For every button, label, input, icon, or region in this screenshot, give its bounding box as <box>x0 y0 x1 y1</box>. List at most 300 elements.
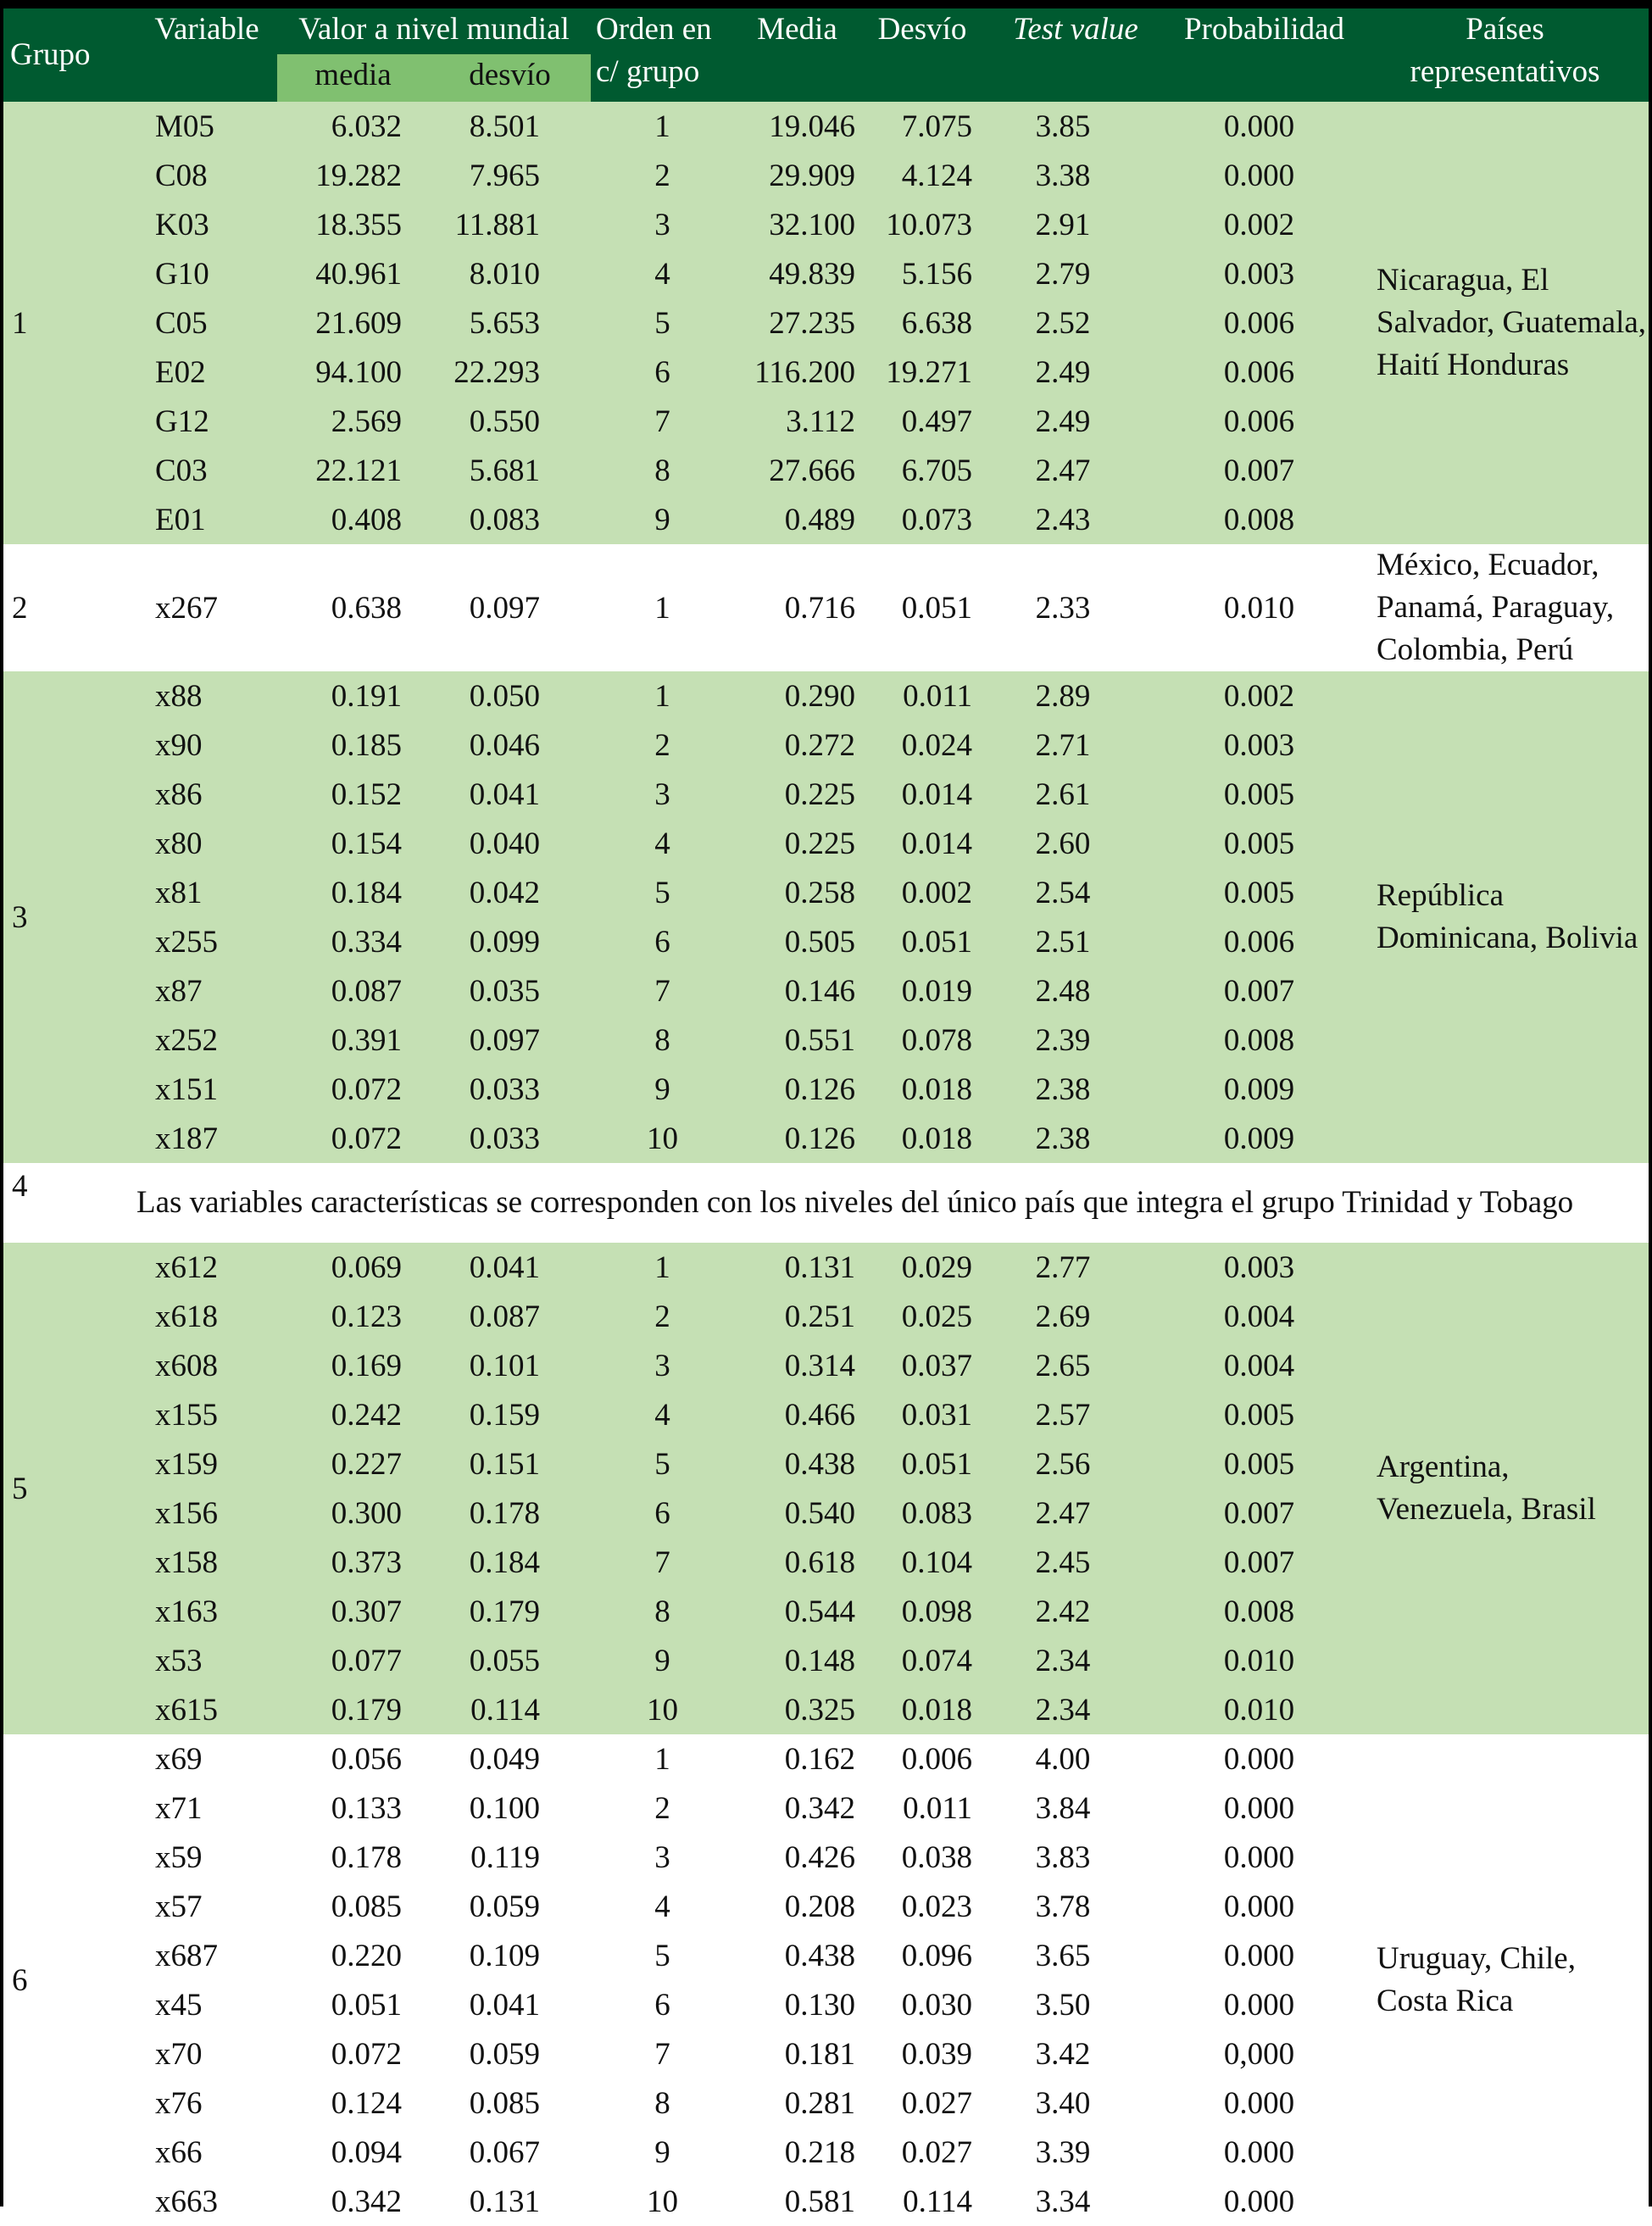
cell-probabilidad: 0.003 <box>1167 1243 1361 1292</box>
cell-world-media: 0.373 <box>277 1538 429 1587</box>
cell-world-desvio: 0.151 <box>429 1439 591 1489</box>
cell-probabilidad: 0.008 <box>1167 495 1361 544</box>
cell-variable: x612 <box>136 1243 277 1292</box>
cell-media: 27.235 <box>734 298 860 348</box>
cell-media: 0.618 <box>734 1538 860 1587</box>
cell-media: 0.581 <box>734 2177 860 2226</box>
cell-world-desvio: 0.049 <box>429 1734 591 1784</box>
header-media-sub: media <box>277 54 429 102</box>
cell-world-desvio: 0.055 <box>429 1636 591 1685</box>
cell-media: 0.281 <box>734 2079 860 2128</box>
cell-variable: x687 <box>136 1931 277 1980</box>
cell-orden: 6 <box>591 917 734 966</box>
cell-world-desvio: 0.119 <box>429 1833 591 1882</box>
cell-world-desvio: 0.041 <box>429 1980 591 2029</box>
cell-variable: x70 <box>136 2029 277 2079</box>
characteristic-variables-table <box>3 8 1649 2226</box>
table-row <box>3 1734 1649 1784</box>
cell-probabilidad: 0.003 <box>1167 721 1361 770</box>
cell-test-value: 2.61 <box>984 770 1167 819</box>
cell-test-value: 2.38 <box>984 1065 1167 1114</box>
cell-probabilidad: 0.000 <box>1167 1980 1361 2029</box>
cell-desvio: 0.031 <box>860 1390 984 1439</box>
cell-media: 0.489 <box>734 495 860 544</box>
cell-test-value: 2.49 <box>984 397 1167 446</box>
cell-test-value: 2.69 <box>984 1292 1167 1341</box>
cell-test-value: 4.00 <box>984 1734 1167 1784</box>
cell-probabilidad: 0.008 <box>1167 1587 1361 1636</box>
cell-orden: 4 <box>591 1390 734 1439</box>
header-desvio-sub: desvío <box>429 54 591 102</box>
cell-orden: 7 <box>591 966 734 1016</box>
cell-test-value: 2.71 <box>984 721 1167 770</box>
representative-countries: México, Ecuador, Panamá, Paraguay, Colombia, Perú <box>1361 544 1649 671</box>
cell-probabilidad: 0.000 <box>1167 102 1361 151</box>
cell-variable: C05 <box>136 298 277 348</box>
cell-world-media: 0.408 <box>277 495 429 544</box>
cell-media: 0.466 <box>734 1390 860 1439</box>
cell-desvio: 0.074 <box>860 1636 984 1685</box>
cell-probabilidad: 0.007 <box>1167 1489 1361 1538</box>
cell-world-media: 0.185 <box>277 721 429 770</box>
header-paises-line2: representativos <box>1410 54 1600 89</box>
cell-world-desvio: 8.501 <box>429 102 591 151</box>
cell-orden: 1 <box>591 1243 734 1292</box>
cell-desvio: 4.124 <box>860 151 984 200</box>
cell-probabilidad: 0.010 <box>1167 1636 1361 1685</box>
cell-orden: 3 <box>591 770 734 819</box>
cell-orden: 7 <box>591 1538 734 1587</box>
cell-media: 0.290 <box>734 671 860 721</box>
cell-desvio: 0.104 <box>860 1538 984 1587</box>
cell-media: 0.505 <box>734 917 860 966</box>
cell-media: 0.716 <box>734 544 860 671</box>
cell-orden: 10 <box>591 1114 734 1163</box>
cell-probabilidad: 0.009 <box>1167 1065 1361 1114</box>
cell-world-desvio: 0.041 <box>429 1243 591 1292</box>
cell-media: 0.540 <box>734 1489 860 1538</box>
cell-variable: G12 <box>136 397 277 446</box>
cell-variable: E01 <box>136 495 277 544</box>
cell-probabilidad: 0.004 <box>1167 1341 1361 1390</box>
cell-variable: x155 <box>136 1390 277 1439</box>
cell-desvio: 0.096 <box>860 1931 984 1980</box>
cell-variable: x156 <box>136 1489 277 1538</box>
cell-world-desvio: 0.114 <box>429 1685 591 1734</box>
cell-media: 0.438 <box>734 1439 860 1489</box>
cell-probabilidad: 0.002 <box>1167 200 1361 249</box>
cell-probabilidad: 0.005 <box>1167 1439 1361 1489</box>
cell-world-media: 0.300 <box>277 1489 429 1538</box>
cell-media: 0.438 <box>734 1931 860 1980</box>
cell-test-value: 2.38 <box>984 1114 1167 1163</box>
cell-world-desvio: 5.653 <box>429 298 591 348</box>
cell-orden: 8 <box>591 1016 734 1065</box>
cell-orden: 7 <box>591 397 734 446</box>
cell-test-value: 2.65 <box>984 1341 1167 1390</box>
cell-variable: G10 <box>136 249 277 298</box>
cell-variable: x59 <box>136 1833 277 1882</box>
cell-desvio: 0.497 <box>860 397 984 446</box>
cell-test-value: 3.42 <box>984 2029 1167 2079</box>
cell-variable: x90 <box>136 721 277 770</box>
cell-media: 0.426 <box>734 1833 860 1882</box>
cell-orden: 10 <box>591 2177 734 2226</box>
cell-test-value: 3.40 <box>984 2079 1167 2128</box>
cell-world-media: 0.334 <box>277 917 429 966</box>
cell-desvio: 0.051 <box>860 544 984 671</box>
cell-variable: x608 <box>136 1341 277 1390</box>
cell-test-value: 2.49 <box>984 348 1167 397</box>
cell-world-desvio: 0.041 <box>429 770 591 819</box>
cell-variable: x267 <box>136 544 277 671</box>
cell-media: 49.839 <box>734 249 860 298</box>
cell-world-media: 0.124 <box>277 2079 429 2128</box>
cell-world-media: 0.094 <box>277 2128 429 2177</box>
cell-probabilidad: 0.002 <box>1167 671 1361 721</box>
cell-world-media: 0.169 <box>277 1341 429 1390</box>
cell-media: 0.126 <box>734 1065 860 1114</box>
cell-world-media: 0.072 <box>277 1114 429 1163</box>
cell-desvio: 6.705 <box>860 446 984 495</box>
group-id: 6 <box>3 1734 136 2226</box>
cell-media: 0.342 <box>734 1784 860 1833</box>
header-paises <box>1361 8 1649 102</box>
cell-probabilidad: 0.000 <box>1167 2079 1361 2128</box>
representative-countries: Argentina, Venezuela, Brasil <box>1361 1243 1649 1734</box>
cell-probabilidad: 0.010 <box>1167 544 1361 671</box>
cell-world-desvio: 0.033 <box>429 1065 591 1114</box>
cell-desvio: 0.024 <box>860 721 984 770</box>
cell-desvio: 0.098 <box>860 1587 984 1636</box>
cell-world-desvio: 5.681 <box>429 446 591 495</box>
cell-world-desvio: 0.099 <box>429 917 591 966</box>
header-media: Media <box>734 8 860 102</box>
cell-orden: 1 <box>591 102 734 151</box>
cell-orden: 8 <box>591 1587 734 1636</box>
cell-desvio: 0.038 <box>860 1833 984 1882</box>
cell-world-desvio: 0.097 <box>429 1016 591 1065</box>
cell-world-media: 0.191 <box>277 671 429 721</box>
cell-orden: 3 <box>591 200 734 249</box>
cell-orden: 2 <box>591 721 734 770</box>
cell-variable: C08 <box>136 151 277 200</box>
cell-probabilidad: 0.005 <box>1167 819 1361 868</box>
cell-world-desvio: 0.040 <box>429 819 591 868</box>
cell-probabilidad: 0.008 <box>1167 1016 1361 1065</box>
cell-desvio: 0.019 <box>860 966 984 1016</box>
cell-desvio: 0.002 <box>860 868 984 917</box>
cell-world-desvio: 8.010 <box>429 249 591 298</box>
cell-world-desvio: 0.100 <box>429 1784 591 1833</box>
cell-media: 0.225 <box>734 819 860 868</box>
cell-variable: x151 <box>136 1065 277 1114</box>
cell-orden: 3 <box>591 1341 734 1390</box>
cell-media: 19.046 <box>734 102 860 151</box>
cell-world-desvio: 0.131 <box>429 2177 591 2226</box>
cell-orden: 7 <box>591 2029 734 2079</box>
cell-probabilidad: 0.007 <box>1167 1538 1361 1587</box>
cell-world-media: 21.609 <box>277 298 429 348</box>
cell-probabilidad: 0.006 <box>1167 298 1361 348</box>
cell-world-desvio: 0.059 <box>429 2029 591 2079</box>
cell-media: 0.218 <box>734 2128 860 2177</box>
cell-world-media: 0.638 <box>277 544 429 671</box>
cell-world-desvio: 0.046 <box>429 721 591 770</box>
cell-orden: 1 <box>591 671 734 721</box>
cell-test-value: 3.65 <box>984 1931 1167 1980</box>
cell-variable: x71 <box>136 1784 277 1833</box>
cell-variable: x187 <box>136 1114 277 1163</box>
cell-test-value: 2.47 <box>984 1489 1167 1538</box>
cell-media: 0.162 <box>734 1734 860 1784</box>
cell-test-value: 2.45 <box>984 1538 1167 1587</box>
cell-test-value: 3.39 <box>984 2128 1167 2177</box>
cell-desvio: 0.073 <box>860 495 984 544</box>
cell-desvio: 0.083 <box>860 1489 984 1538</box>
cell-probabilidad: 0.005 <box>1167 770 1361 819</box>
cell-desvio: 0.025 <box>860 1292 984 1341</box>
cell-test-value: 2.39 <box>984 1016 1167 1065</box>
cell-world-desvio: 0.109 <box>429 1931 591 1980</box>
cell-orden: 5 <box>591 868 734 917</box>
cell-world-media: 0.069 <box>277 1243 429 1292</box>
cell-variable: E02 <box>136 348 277 397</box>
cell-media: 0.126 <box>734 1114 860 1163</box>
cell-probabilidad: 0.006 <box>1167 397 1361 446</box>
cell-world-media: 0.178 <box>277 1833 429 1882</box>
cell-world-desvio: 22.293 <box>429 348 591 397</box>
cell-test-value: 2.42 <box>984 1587 1167 1636</box>
cell-media: 29.909 <box>734 151 860 200</box>
cell-orden: 4 <box>591 1882 734 1931</box>
cell-desvio: 0.030 <box>860 1980 984 2029</box>
cell-orden: 2 <box>591 151 734 200</box>
cell-world-media: 0.085 <box>277 1882 429 1931</box>
cell-probabilidad: 0.000 <box>1167 2128 1361 2177</box>
cell-test-value: 2.47 <box>984 446 1167 495</box>
cell-variable: x80 <box>136 819 277 868</box>
cell-variable: x69 <box>136 1734 277 1784</box>
cell-orden: 9 <box>591 2128 734 2177</box>
cell-world-media: 0.133 <box>277 1784 429 1833</box>
cell-variable: x159 <box>136 1439 277 1489</box>
cell-world-media: 0.220 <box>277 1931 429 1980</box>
cell-probabilidad: 0.000 <box>1167 1734 1361 1784</box>
cell-test-value: 2.33 <box>984 544 1167 671</box>
cell-media: 0.131 <box>734 1243 860 1292</box>
cell-world-desvio: 0.159 <box>429 1390 591 1439</box>
cell-orden: 1 <box>591 544 734 671</box>
cell-test-value: 2.34 <box>984 1636 1167 1685</box>
cell-probabilidad: 0.000 <box>1167 1931 1361 1980</box>
cell-media: 0.325 <box>734 1685 860 1734</box>
cell-orden: 6 <box>591 1980 734 2029</box>
cell-world-media: 18.355 <box>277 200 429 249</box>
cell-world-media: 0.242 <box>277 1390 429 1439</box>
group-row <box>3 1163 1649 1243</box>
cell-probabilidad: 0,000 <box>1167 2029 1361 2079</box>
header-valor-mundial: Valor a nivel mundial <box>277 8 591 54</box>
cell-variable: x252 <box>136 1016 277 1065</box>
cell-world-desvio: 0.050 <box>429 671 591 721</box>
cell-desvio: 0.114 <box>860 2177 984 2226</box>
cell-media: 0.272 <box>734 721 860 770</box>
cell-world-desvio: 7.965 <box>429 151 591 200</box>
cell-orden: 5 <box>591 1931 734 1980</box>
cell-orden: 2 <box>591 1784 734 1833</box>
cell-test-value: 3.84 <box>984 1784 1167 1833</box>
cell-test-value: 3.34 <box>984 2177 1167 2226</box>
cell-media: 0.544 <box>734 1587 860 1636</box>
cell-test-value: 3.83 <box>984 1833 1167 1882</box>
cell-variable: M05 <box>136 102 277 151</box>
cell-test-value: 3.78 <box>984 1882 1167 1931</box>
cell-probabilidad: 0.003 <box>1167 249 1361 298</box>
cell-world-desvio: 0.178 <box>429 1489 591 1538</box>
cell-probabilidad: 0.000 <box>1167 151 1361 200</box>
cell-world-desvio: 11.881 <box>429 200 591 249</box>
cell-orden: 8 <box>591 446 734 495</box>
cell-world-media: 0.184 <box>277 868 429 917</box>
cell-test-value: 2.77 <box>984 1243 1167 1292</box>
cell-probabilidad: 0.006 <box>1167 348 1361 397</box>
cell-orden: 3 <box>591 1833 734 1882</box>
cell-world-desvio: 0.085 <box>429 2079 591 2128</box>
cell-desvio: 0.018 <box>860 1114 984 1163</box>
cell-world-media: 0.342 <box>277 2177 429 2226</box>
cell-world-desvio: 0.101 <box>429 1341 591 1390</box>
cell-world-media: 0.072 <box>277 2029 429 2079</box>
cell-variable: x45 <box>136 1980 277 2029</box>
cell-world-desvio: 0.087 <box>429 1292 591 1341</box>
cell-orden: 4 <box>591 819 734 868</box>
cell-desvio: 0.078 <box>860 1016 984 1065</box>
cell-variable: x53 <box>136 1636 277 1685</box>
table-row <box>3 1243 1649 1292</box>
cell-probabilidad: 0.007 <box>1167 966 1361 1016</box>
cell-desvio: 0.014 <box>860 819 984 868</box>
header-test-value: Test value <box>984 8 1167 102</box>
header-orden-line1: Orden en <box>596 12 712 47</box>
header-probabilidad: Probabilidad <box>1167 8 1361 102</box>
cell-test-value: 2.57 <box>984 1390 1167 1439</box>
cell-desvio: 0.039 <box>860 2029 984 2079</box>
cell-world-media: 0.154 <box>277 819 429 868</box>
cell-desvio: 0.011 <box>860 1784 984 1833</box>
cell-desvio: 0.051 <box>860 1439 984 1489</box>
cell-desvio: 0.029 <box>860 1243 984 1292</box>
cell-desvio: 0.006 <box>860 1734 984 1784</box>
cell-orden: 2 <box>591 1292 734 1341</box>
cell-world-desvio: 0.033 <box>429 1114 591 1163</box>
cell-probabilidad: 0.010 <box>1167 1685 1361 1734</box>
cell-media: 0.148 <box>734 1636 860 1685</box>
cell-test-value: 3.38 <box>984 151 1167 200</box>
cell-world-media: 0.123 <box>277 1292 429 1341</box>
cell-world-desvio: 0.067 <box>429 2128 591 2177</box>
cell-media: 0.314 <box>734 1341 860 1390</box>
cell-world-media: 0.227 <box>277 1439 429 1489</box>
cell-media: 0.208 <box>734 1882 860 1931</box>
cell-world-desvio: 0.097 <box>429 544 591 671</box>
cell-orden: 9 <box>591 495 734 544</box>
cell-variable: C03 <box>136 446 277 495</box>
cell-variable: x163 <box>136 1587 277 1636</box>
cell-test-value: 3.85 <box>984 102 1167 151</box>
cell-orden: 10 <box>591 1685 734 1734</box>
cell-test-value: 2.34 <box>984 1685 1167 1734</box>
cell-variable: x158 <box>136 1538 277 1587</box>
cell-media: 3.112 <box>734 397 860 446</box>
header-grupo: Grupo <box>3 8 136 102</box>
group-id: 4 <box>3 1163 136 1243</box>
cell-world-media: 0.056 <box>277 1734 429 1784</box>
cell-desvio: 0.011 <box>860 671 984 721</box>
cell-desvio: 0.051 <box>860 917 984 966</box>
cell-variable: x66 <box>136 2128 277 2177</box>
cell-test-value: 2.54 <box>984 868 1167 917</box>
cell-variable: x86 <box>136 770 277 819</box>
cell-media: 116.200 <box>734 348 860 397</box>
cell-probabilidad: 0.000 <box>1167 1833 1361 1882</box>
cell-world-media: 0.087 <box>277 966 429 1016</box>
table-body <box>3 102 1649 2226</box>
cell-media: 0.181 <box>734 2029 860 2079</box>
cell-world-desvio: 0.035 <box>429 966 591 1016</box>
cell-probabilidad: 0.007 <box>1167 446 1361 495</box>
cell-desvio: 0.018 <box>860 1685 984 1734</box>
cell-media: 0.258 <box>734 868 860 917</box>
cell-desvio: 19.271 <box>860 348 984 397</box>
cell-variable: K03 <box>136 200 277 249</box>
cell-world-media: 0.051 <box>277 1980 429 2029</box>
cell-world-media: 40.961 <box>277 249 429 298</box>
cell-variable: x57 <box>136 1882 277 1931</box>
cell-desvio: 0.018 <box>860 1065 984 1114</box>
cell-media: 0.130 <box>734 1980 860 2029</box>
cell-world-media: 0.152 <box>277 770 429 819</box>
group-id: 2 <box>3 544 136 671</box>
header-paises-line1: Países <box>1466 12 1544 47</box>
cell-test-value: 2.43 <box>984 495 1167 544</box>
table-row <box>3 544 1649 671</box>
cell-world-desvio: 0.083 <box>429 495 591 544</box>
cell-desvio: 0.027 <box>860 2128 984 2177</box>
cell-test-value: 2.89 <box>984 671 1167 721</box>
cell-media: 27.666 <box>734 446 860 495</box>
cell-desvio: 0.027 <box>860 2079 984 2128</box>
cell-variable: x615 <box>136 1685 277 1734</box>
cell-test-value: 2.79 <box>984 249 1167 298</box>
cell-test-value: 2.56 <box>984 1439 1167 1489</box>
cell-probabilidad: 0.004 <box>1167 1292 1361 1341</box>
cell-variable: x88 <box>136 671 277 721</box>
cell-variable: x81 <box>136 868 277 917</box>
cell-orden: 9 <box>591 1636 734 1685</box>
cell-test-value: 2.51 <box>984 917 1167 966</box>
cell-media: 0.146 <box>734 966 860 1016</box>
cell-media: 0.225 <box>734 770 860 819</box>
cell-orden: 9 <box>591 1065 734 1114</box>
cell-probabilidad: 0.006 <box>1167 917 1361 966</box>
cell-media: 0.551 <box>734 1016 860 1065</box>
cell-test-value: 2.91 <box>984 200 1167 249</box>
cell-variable: x255 <box>136 917 277 966</box>
cell-world-desvio: 0.042 <box>429 868 591 917</box>
cell-world-desvio: 0.059 <box>429 1882 591 1931</box>
cell-test-value: 2.60 <box>984 819 1167 868</box>
